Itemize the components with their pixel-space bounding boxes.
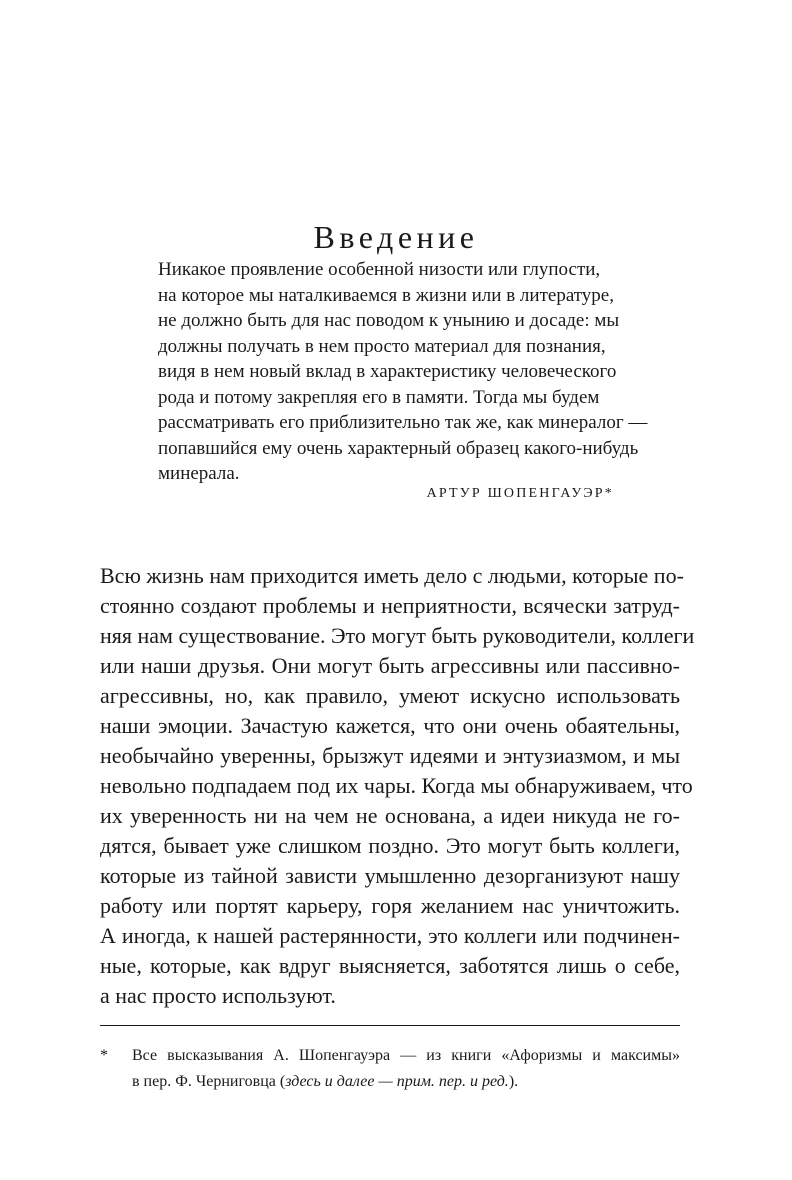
body-line: которые из тайной зависти умышленно дезорганизуют нашу — [100, 863, 680, 888]
footnote-marker: * — [100, 1047, 108, 1064]
body-line: работу или портят карьеру, горя желанием нас уничтожить. — [100, 893, 680, 918]
body-line: их уверенность ни на чем не основана, а идеи никуда не го- — [100, 803, 680, 828]
body-paragraph — [100, 561, 695, 1011]
epigraph-line: не должно быть для нас поводом к унынию и досаде: мы — [158, 310, 620, 331]
body-line: дятся, бывает уже слишком поздно. Это могут быть коллеги, — [100, 833, 680, 858]
footnote-line-1: Все высказывания А. Шопенгауэра — из книги «Афоризмы и максимы» — [132, 1047, 680, 1064]
epigraph-line: должны получать в нем просто материал для познания, — [158, 335, 606, 357]
epigraph-line: Никакое проявление особенной низости или глупости, — [158, 259, 601, 280]
epigraph-author: АРТУР ШОПЕНГАУЭР* — [426, 486, 614, 501]
body-line: няя нам существование. Это могут быть руководители, коллеги — [100, 623, 695, 648]
footnote-divider — [100, 1025, 680, 1026]
body-line: а нас просто используют. — [100, 983, 336, 1008]
epigraph-line: попавшийся ему очень характерный образец какого-нибудь — [158, 437, 639, 459]
body-line: агрессивны, но, как правило, умеют искусно использовать — [100, 683, 680, 708]
epigraph — [158, 257, 648, 487]
footnote-source: в пер. Ф. Черниговца ( — [132, 1073, 286, 1090]
epigraph-line: на которое мы наталкиваемся в жизни или в литературе, — [158, 284, 614, 306]
body-line: стоянно создают проблемы и неприятности, всячески затруд- — [100, 593, 680, 618]
body-line: или наши друзья. Они могут быть агрессивны или пассивно- — [100, 653, 680, 678]
footnote-close: ). — [508, 1073, 519, 1090]
body-line: необычайно уверенны, брызжут идеями и энтузиазмом, и мы — [100, 743, 680, 768]
body-line: Всю жизнь нам приходится иметь дело с людьми, которые по- — [100, 563, 684, 588]
epigraph-line: рассматривать его приблизительно так же, как минералог — — [158, 412, 648, 433]
body-line: наши эмоции. Зачастую кажется, что они очень обаятельны, — [100, 713, 680, 738]
footnote-line-2 — [132, 1069, 680, 1095]
epigraph-line: видя в нем новый вклад в характеристику человеческого — [158, 361, 617, 382]
epigraph-line: минерала. — [158, 463, 240, 484]
body-line: А иногда, к нашей растерянности, это коллеги или подчинен- — [100, 923, 680, 948]
epigraph-line: рода и потому закрепляя его в памяти. Тогда мы будем — [158, 386, 600, 408]
footnote — [100, 1043, 680, 1095]
chapter-title: Введение — [313, 219, 479, 256]
body-line: ные, которые, как вдруг выясняется, заботятся лишь о себе, — [100, 953, 680, 978]
footnote-editor-note: здесь и далее — прим. пер. и ред. — [285, 1073, 509, 1090]
body-line: невольно подпадаем под их чары. Когда мы обнаруживаем, что — [100, 773, 693, 798]
